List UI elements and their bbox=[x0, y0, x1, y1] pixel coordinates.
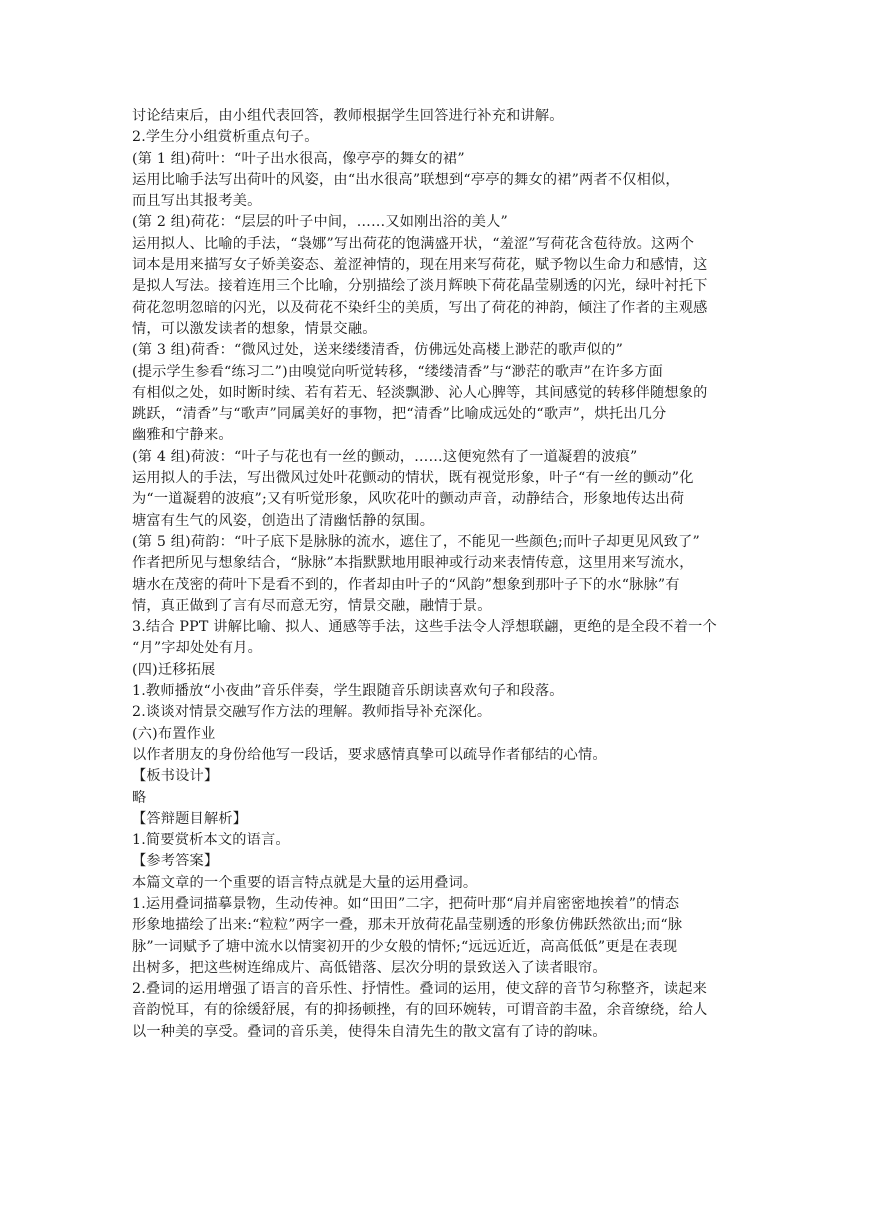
text-line: 运用拟人、比喻的手法，“袅娜”写出荷花的饱满盛开状，“羞涩”写荷花含苞待放。这两个 bbox=[132, 235, 695, 252]
text-line: (提示学生参看“练习二”)由嗅觉向听觉转移，“缕缕清香”与“渺茫的歌声”在许多方面 bbox=[132, 363, 663, 380]
section-heading: 【板书设计】 bbox=[132, 768, 219, 785]
text-line: 有相似之处，如时断时续、若有若无、轻淡飘渺、沁人心脾等，其间感觉的转移伴随想象的 bbox=[132, 384, 708, 401]
text-line: “月”字却处处有月。 bbox=[132, 640, 263, 657]
text-line: 运用拟人的手法，写出微风过处叶花颤动的情状，既有视觉形象，叶子“有一丝的颤动”化 bbox=[132, 470, 694, 487]
text-line: (第 5 组)荷韵：“叶子底下是脉脉的流水，遮住了，不能见一些颜色;而叶子却更见风致了” bbox=[132, 533, 700, 550]
document-body bbox=[132, 106, 738, 1043]
text-line: 以一种美的享受。叠词的音乐美，使得朱自清先生的散文富有了诗的韵味。 bbox=[132, 1023, 607, 1040]
text-line: (第 3 组)荷香：“微风过处，送来缕缕清香，仿佛远处高楼上渺茫的歌声似的” bbox=[132, 342, 624, 359]
text-line: 为“一道凝碧的波痕”;又有听觉形象，风吹花叶的颤动声音，动静结合，形象地传达出荷 bbox=[132, 491, 685, 508]
text-line: 而且写出其报考美。 bbox=[132, 193, 262, 210]
text-line: 情，真正做到了言有尽而意无穷，情景交融，融情于景。 bbox=[132, 597, 492, 614]
text-line: 略 bbox=[132, 789, 147, 806]
text-line: 2.学生分小组赏析重点句子。 bbox=[132, 129, 319, 146]
section-heading: (四)迁移拓展 bbox=[132, 661, 216, 678]
text-line: 本篇文章的一个重要的语言特点就是大量的运用叠词。 bbox=[132, 874, 478, 891]
text-line: 塘水在茂密的荷叶下是看不到的，作者却由叶子的“风韵”想象到那叶子下的水“脉脉”有 bbox=[132, 576, 680, 593]
text-line: 2.谈谈对情景交融写作方法的理解。教师指导补充深化。 bbox=[132, 704, 492, 721]
text-line: 作者把所见与想象结合，“脉脉”本指默默地用眼神或行动来表情传意，这里用来写流水， bbox=[132, 555, 694, 572]
text-line: (第 1 组)荷叶：“叶子出水很高，像亭亭的舞女的裙” bbox=[132, 150, 465, 167]
text-line: 是拟人写法。接着连用三个比喻，分别描绘了淡月辉映下荷花晶莹剔透的闪光，绿叶衬托下 bbox=[132, 278, 708, 295]
section-heading: 【参考答案】 bbox=[132, 853, 219, 870]
text-line: (第 4 组)荷波：“叶子与花也有一丝的颤动，……这便宛然有了一道凝碧的波痕” bbox=[132, 448, 638, 465]
text-line: 以作者朋友的身份给他写一段话，要求感情真挚可以疏导作者郁结的心情。 bbox=[132, 746, 607, 763]
section-heading: 【答辩题目解析】 bbox=[132, 810, 248, 827]
text-line: 脉”一词赋予了塘中流水以情窦初开的少女般的情怀;“远远近近，高高低低”更是在表现 bbox=[132, 938, 678, 955]
text-line: (第 2 组)荷花：“层层的叶子中间，……又如刚出浴的美人” bbox=[132, 214, 508, 231]
text-line: 幽雅和宁静来。 bbox=[132, 427, 233, 444]
text-line: 1.运用叠词描摹景物，生动传神。如“田田”二字，把荷叶那“肩并肩密密地挨着”的情态 bbox=[132, 895, 680, 912]
section-heading: (六)布置作业 bbox=[132, 725, 216, 742]
text-line: 情，可以激发读者的想象，情景交融。 bbox=[132, 320, 377, 337]
text-line: 出树多，把这些树连绵成片、高低错落、层次分明的景致送入了读者眼帘。 bbox=[132, 959, 607, 976]
text-line: 3.结合 PPT 讲解比喻、拟人、通感等手法，这些手法令人浮想联翩，更绝的是全段不着一个 bbox=[132, 619, 717, 636]
text-line: 形象地描绘了出来:“粒粒”两字一叠，那未开放荷花晶莹剔透的形象仿佛跃然欲出;而“脉 bbox=[132, 917, 683, 934]
text-line: 1.教师播放“小夜曲”音乐伴奏，学生跟随音乐朗读喜欢句子和段落。 bbox=[132, 683, 564, 700]
text-line: 跳跃，“清香”与“歌声”同属美好的事物，把“清香”比喻成远处的“歌声”，烘托出几分 bbox=[132, 406, 667, 423]
text-line: 讨论结束后，由小组代表回答，教师根据学生回答进行补充和讲解。 bbox=[132, 108, 564, 124]
text-line: 1.简要赏析本文的语言。 bbox=[132, 832, 290, 849]
text-line: 运用比喻手法写出荷叶的风姿，由“出水很高”联想到“亭亭的舞女的裙”两者不仅相似， bbox=[132, 171, 680, 188]
text-line: 词本是用来描写女子娇美姿态、羞涩神情的，现在用来写荷花，赋予物以生命力和感情，这 bbox=[132, 257, 708, 274]
text-line: 2.叠词的运用增强了语言的音乐性、抒情性。叠词的运用，使文辞的音节匀称整齐，读起来 bbox=[132, 981, 708, 998]
text-line: 音韵悦耳，有的徐缓舒展，有的抑扬顿挫，有的回环婉转，可谓音韵丰盈，余音缭绕，给人 bbox=[132, 1002, 708, 1019]
text-line: 塘富有生气的风姿，创造出了清幽恬静的氛围。 bbox=[132, 512, 435, 529]
text-line: 荷花忽明忽暗的闪光，以及荷花不染纤尘的美质，写出了荷花的神韵，倾注了作者的主观感 bbox=[132, 299, 708, 316]
